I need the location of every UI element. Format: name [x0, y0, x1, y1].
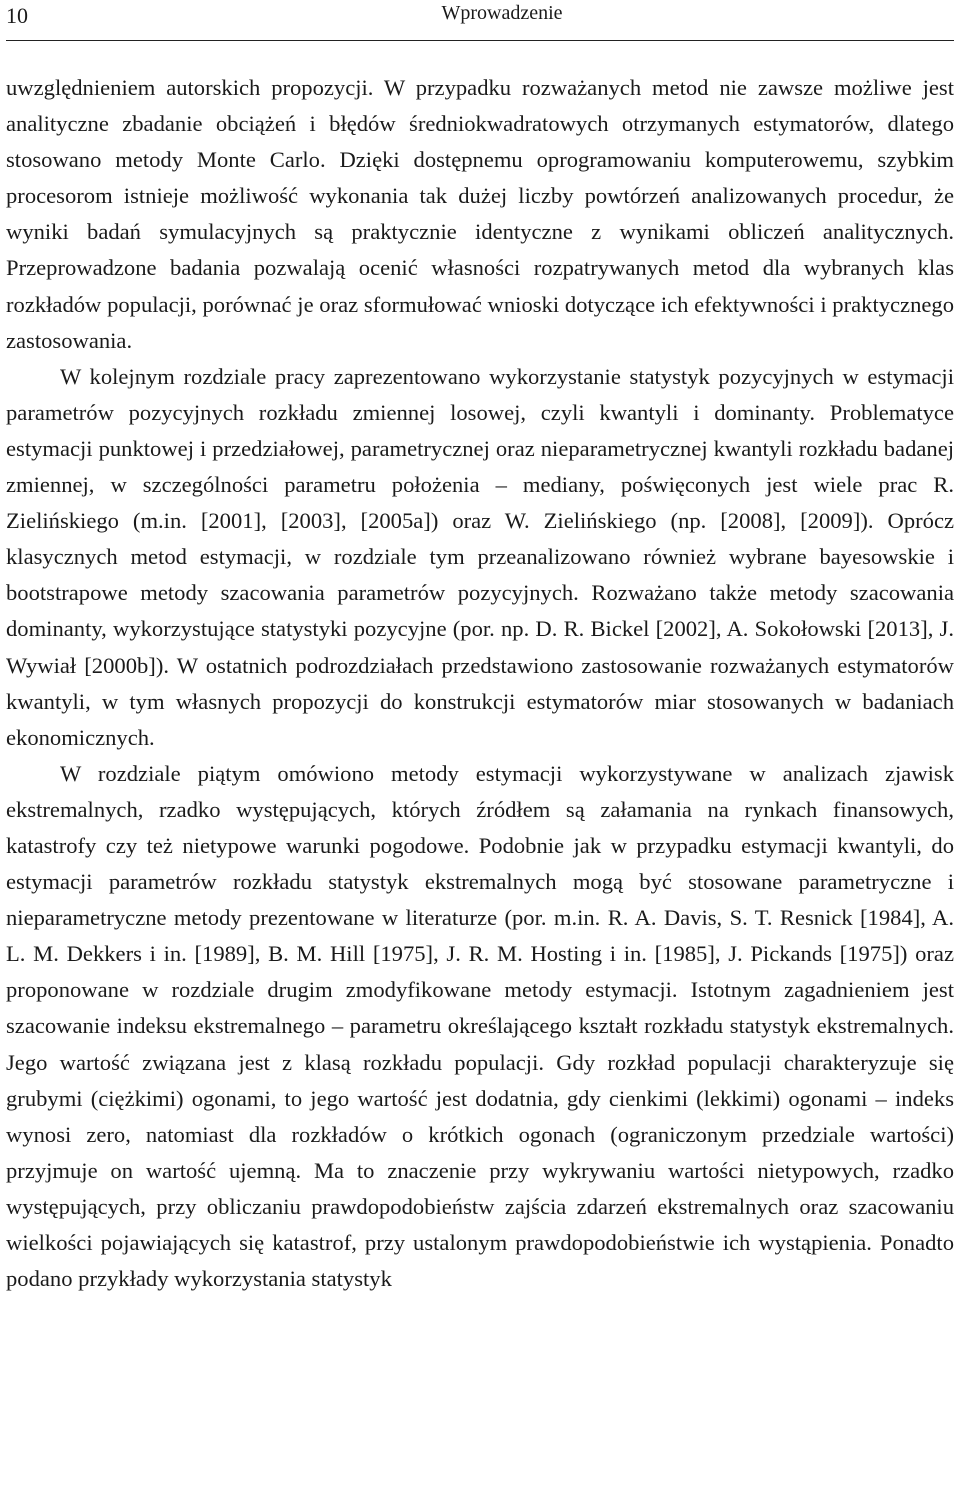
section-title: Wprowadzenie — [441, 2, 563, 24]
running-header — [6, 0, 954, 41]
body-text — [6, 70, 954, 1297]
page-number: 10 — [6, 3, 28, 28]
paragraph-1: uwzględnieniem autorskich propozycji. W przypadku rozważanych metod nie zawsze możliwe jest analityczne zbadanie obciążeń i błędów średniokwadratowych otrzymanych estymatorów, dlatego stosowano metody Monte Carlo. Dzięki dostępnemu oprogramowaniu komputerowemu, szybkim procesorom istnieje możliwość wykonania tak dużej liczby powtórzeń analizowanych procedur, że wyniki badań symulacyjnych są praktycznie identyczne z wynikami obliczeń analitycznych. Przeprowadzone badania pozwalają ocenić własności rozpatrywanych metod dla wybranych klas rozkładów populacji, porównać je oraz sformułować wnioski dotyczące ich efektywności i praktycznego zastosowania. — [6, 75, 954, 353]
paragraph-2: W kolejnym rozdziale pracy zaprezentowano wykorzystanie statystyk pozycyjnych w estymacji parametrów pozycyjnych rozkładu zmiennej losowej, czyli kwantyli i dominanty. Problematyce estymacji punktowej i przedziałowej, parametrycznej oraz nieparametrycznej kwantyli rozkładu badanej zmiennej, w szczególności parametru położenia – mediany, poświęconych jest wiele prac R. Zielińskiego (m.in. [2001], [2003], [2005a]) oraz W. Zielińskiego (np. [2008], [2009]). Oprócz klasycznych metod estymacji, w rozdziale tym przeanalizowano również wybrane bayesowskie i bootstrapowe metody szacowania parametrów pozycyjnych. Rozważano także metody szacowania dominanty, wykorzystujące statystyki pozycyjne (por. np. D. R. Bickel [2002], A. Sokołowski [2013], J. Wywiał [2000b]). W ostatnich podrozdziałach przedstawiono zastosowanie rozważanych estymatorów kwantyli, w tym własnych propozycji do konstrukcji estymatorów miar stosowanych w badaniach ekonomicznych. — [6, 363, 954, 750]
paragraph-3: W rozdziale piątym omówiono metody estymacji wykorzystywane w analizach zjawisk ekstremalnych, rzadko występujących, których źródłem są załamania na rynkach finansowych, katastrofy czy też nietypowe warunki pogodowe. Podobnie jak w przypadku estymacji kwantyli, do estymacji parametrów rozkładu statystyk ekstremalnych mogą być stosowane parametryczne i nieparametryczne metody prezentowane w literaturze (por. m.in. R. A. Davis, S. T. Resnick [1984], A. L. M. Dekkers i in. [1989], B. M. Hill [1975], J. R. M. Hosting i in. [1985], J. Pickands [1975]) oraz proponowane w rozdziale drugim zmodyfikowane metody estymacji. Istotnym zagadnieniem jest szacowanie indeksu ekstremalnego – parametru określającego kształt rozkładu statystyk ekstremalnych. Jego wartość związana jest z klasą rozkładu populacji. Gdy rozkład populacji charakteryzuje się grubymi (ciężkimi) ogonami, to jego wartość jest dodatnia, gdy cienkimi (lekkimi) ogonami – indeks wynosi zero, natomiast dla rozkładów o krótkich ogonach (ograniczonym przedziale wartości) przyjmuje on wartość ujemną. Ma to znaczenie przy wykrywaniu wartości nietypowych, rzadko występujących, przy obliczaniu prawdopodobieństw zajścia zdarzeń ekstremalnych oraz szacowaniu wielkości pojawiających się katastrof, przy ustalonym prawdopodobieństwie ich wystąpienia. Ponadto podano przykłady wykorzystania statystyk — [6, 760, 954, 1292]
